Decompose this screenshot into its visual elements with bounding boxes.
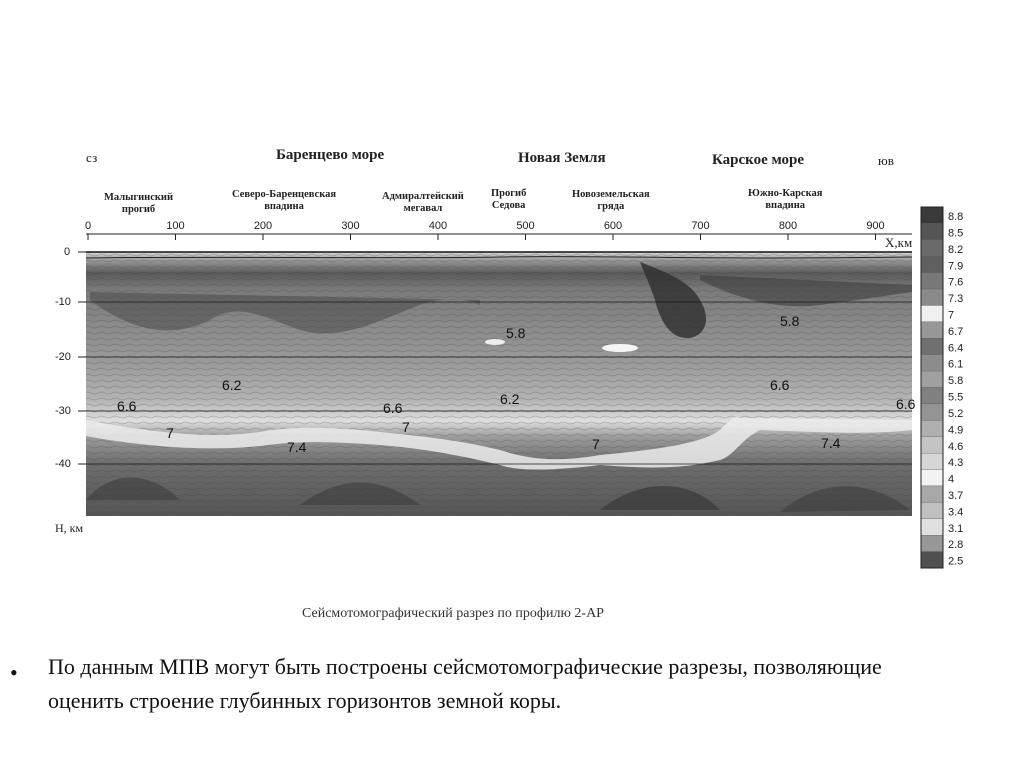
scale-swatch [921,322,943,338]
scale-swatch [921,453,943,469]
scale-value-label: 4 [948,473,955,486]
scale-value-label: 7.9 [948,260,964,273]
region-novaya-zemlya: Новая Земля [518,150,606,166]
feature-line: Северо-Баренцевская [232,189,337,200]
velocity-label: 6.6 [896,396,916,412]
scale-swatch [921,535,943,551]
velocity-label: 5.8 [506,325,526,341]
velocity-label: 6.6 [117,398,137,414]
x-ticks [85,220,885,240]
scale-swatch [921,338,943,354]
x-tick-label: 900 [866,220,885,232]
scale-swatch [921,256,943,272]
scale-value-label: 5.8 [948,375,964,388]
scale-swatch [921,289,943,305]
scale-swatch [921,273,943,289]
depth-tick-label: -20 [55,351,71,363]
feature-line: Прогиб [491,188,527,199]
x-axis-label: X,км [885,235,913,250]
scale-value-label: 6.4 [948,342,964,355]
direction-northwest: сз [86,150,98,165]
velocity-label: 7 [166,425,174,441]
depth-axis [55,246,86,470]
scale-value-label: 3.4 [948,506,964,519]
scale-value-label: 6.1 [948,358,964,371]
scale-swatch [921,502,943,518]
x-tick-label: 400 [428,220,448,232]
scale-swatch [921,223,943,239]
feature-line: впадина [765,200,806,211]
scale-value-label: 2.5 [948,555,964,568]
x-tick-label: 0 [84,220,92,232]
velocity-label: 6.6 [770,377,790,393]
velocity-label: 5.8 [780,313,800,329]
feature-line: гряда [597,201,625,212]
scale-swatch [921,305,943,321]
velocity-label: 7.4 [821,435,841,451]
scale-swatch [921,519,943,535]
scale-swatch [921,486,943,502]
depth-tick-label: -30 [55,405,71,417]
depth-tick-label: 0 [64,246,71,258]
feature-line: Седова [491,200,526,211]
scale-value-label: 2.8 [948,539,964,552]
x-tick-label: 300 [341,220,360,232]
feature-line: Малыгинский [104,192,174,203]
x-tick-label: 800 [778,220,798,232]
feature-line: Новоземельская [572,189,650,200]
scale-swatch [921,371,943,387]
x-tick-label: 700 [691,220,710,232]
velocity-label: 6.2 [222,377,242,393]
scale-swatch [921,388,943,404]
feature-line: Адмиралтейский [382,191,464,202]
x-tick-label: 100 [166,220,185,232]
bullet-text: По данным МПВ могут быть построены сейсмотомографические разрезы, позволяющие оценить строение глубинных горизонтов земной коры. [48,654,882,713]
depth-tick-label: -10 [55,296,71,308]
scale-value-label: 4.6 [948,440,964,453]
region-barents-sea: Баренцево море [276,147,385,163]
x-tick-label: 500 [516,220,535,232]
light-lens [602,344,638,352]
feature-line: Южно-Карская [748,188,823,199]
scale-value-label: 8.2 [948,243,964,256]
x-tick-label: 600 [603,220,623,232]
figure-caption: Сейсмотомографический разрез по профилю 2-АР [302,606,604,621]
scale-value-label: 8.5 [948,227,964,240]
scale-value-label: 5.5 [948,391,964,404]
velocity-label: 7.4 [287,439,307,455]
scale-swatch [921,207,943,223]
depth-tick-label: -40 [55,458,71,470]
scale-swatch [921,420,943,436]
feature-line: мегавал [403,203,443,214]
scale-swatch [921,240,943,256]
direction-southeast: юв [878,153,894,168]
feature-line: прогиб [121,204,156,215]
light-lens [485,339,505,345]
scale-value-label: 5.2 [948,407,964,420]
scale-swatch [921,470,943,486]
scale-value-label: 3.7 [948,489,964,502]
scale-value-label: 4.9 [948,424,964,437]
feature-line: впадина [264,201,304,212]
scale-value-label: 3.1 [948,522,964,535]
velocity-label: 7 [592,436,600,452]
scale-value-label: 7 [948,309,955,322]
scale-value-label: 8.8 [948,211,964,224]
scale-swatch [921,355,943,371]
velocity-label: 6.2 [500,391,520,407]
scale-value-label: 6.7 [948,325,964,338]
region-kara-sea: Карское море [712,152,805,168]
velocity-label: 7 [402,419,410,435]
scale-swatch [921,552,943,568]
scale-swatch [921,437,943,453]
scale-value-label: 4.3 [948,457,964,470]
velocity-label: 6.6 [383,400,403,416]
scale-value-label: 7.6 [948,276,964,289]
x-tick-label: 200 [253,220,273,232]
scale-swatch [921,404,943,420]
bullet-marker: • [10,660,18,685]
depth-axis-label: Н, км [55,521,84,535]
velocity-scale-bar [921,207,963,568]
scale-value-label: 7.3 [948,293,964,306]
